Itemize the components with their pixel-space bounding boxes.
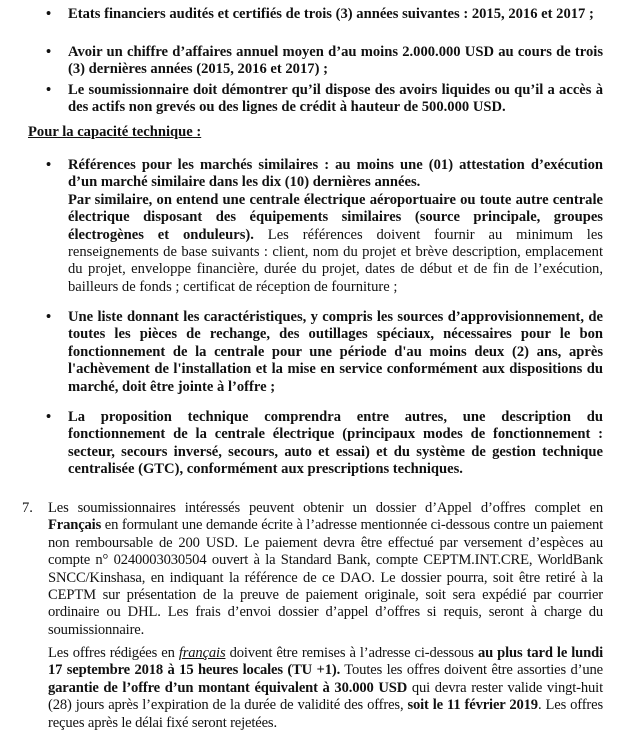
section-number: 7. <box>22 500 33 516</box>
technical-bullet-1: • Références pour les marchés similaires : au moins une (01) attestation d’exécution d’un marché similaire dans les dix (10) dernières années. Par similaire, on entend une centrale électrique aéroportuaire ou toute autre centrale électrique disposant des équipements similaires (source principale, groupes électrogènes et onduleurs). Les références doivent fournir au minimum les renseignements de base suivants : client, nom du projet et brève description, emplacement du projet, enveloppe financière, durée du projet, dates de début et de fin de l’exécution, bailleurs de fonds ; certificat de réception de fourniture ; <box>46 157 603 295</box>
bullet-icon: • <box>46 157 52 173</box>
offers-paragraph: Les offres rédigées en français doivent être remises à l’adresse ci-dessous au plus tard le lundi 17 septembre 2018 à 15 heures locales (TU +1). Toutes les offres doivent être assorties d’une garantie de l’offre d’un montant équivalent à 30.000 USD qui devra rester valide vingt-huit (28) jours après l’expiration de la durée de validité des offres, soit le 11 février 2019. Les offres reçues après le délai fixé seront rejetées. <box>48 645 603 731</box>
bullet-icon: • <box>46 82 52 98</box>
bullet-icon: • <box>46 6 52 22</box>
section-heading-technical: Pour la capacité technique : <box>28 124 202 140</box>
bullet-icon: • <box>46 309 52 325</box>
bullet-icon: • <box>46 44 52 60</box>
section-7-paragraph: Les soumissionnaires intéressés peuvent obtenir un dossier d’Appel d’offres complet en Français en formulant une demande écrite à l’adresse mentionnée ci-dessous contre un paiement non remboursable de 200 USD. Le paiement devra être effectué par versement d’espèces au compte n° 0240003030504 ouvert à la Standard Bank, compte CEPTM.INT.CRE, WorldBank SNCC/Kinshasa, en indiquant la référence de ce DAO. Le dossier pourra, soit être retiré à la CEPTM sur présentation de la preuve de paiement originale, soit sera expédié par courrier ordinaire ou DHL. Les frais d’envoi dossier d’appel d’offres si requis, seront à charge du soumissionnaire. <box>48 500 603 638</box>
technical-bullet-3: • La proposition technique comprendra entre autres, une description du fonctionnement de la centrale électrique (principaux modes de fonctionnement : secteur, secours inversé, secours, auto et essai) et du système de gestion technique centralisée (GTC), conformément aux prescriptions techniques. <box>46 409 603 478</box>
bullet-icon: • <box>46 409 52 425</box>
financial-bullet-1: • Etats financiers audités et certifiés de trois (3) années suivantes : 2015, 2016 et 2017 ; <box>46 6 594 22</box>
financial-bullet-2: • Avoir un chiffre d’affaires annuel moyen d’au moins 2.000.000 USD au cours de trois (3) dernières années (2015, 2016 et 2017) ; <box>46 44 603 78</box>
technical-bullet-2: • Une liste donnant les caractéristiques, y compris les sources d’approvisionnement, de toutes les pièces de rechange, des outillages spéciaux, nécessaires pour le bon fonctionnement de la centrale pour une période d'au moins deux (2) ans, après l'achèvement de l'installation et la mise en service conformément aux dispositions du marché, doit être jointe à l’offre ; <box>46 309 603 395</box>
financial-bullet-3: • Le soumissionnaire doit démontrer qu’il dispose des avoirs liquides ou qu’il a accès à des actifs non grevés ou des lignes de crédit à hauteur de 500.000 USD. <box>46 82 603 116</box>
